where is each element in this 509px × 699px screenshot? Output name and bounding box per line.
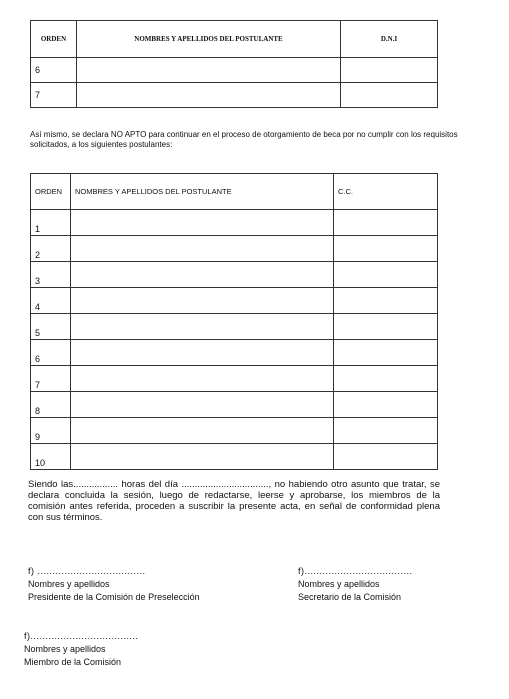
- name-cell: [71, 236, 334, 262]
- id-cell: [334, 288, 438, 314]
- id-cell: [334, 210, 438, 236]
- id-cell: [341, 83, 438, 108]
- header-id: D.N.I: [341, 21, 438, 58]
- signature-name: Nombres y apellidos: [28, 579, 110, 589]
- signature-line: f)....................................: [298, 566, 413, 576]
- id-cell: [334, 418, 438, 444]
- id-cell: [341, 58, 438, 83]
- orden-cell: 2: [31, 236, 71, 262]
- apto-table: [30, 20, 438, 108]
- table-row: [31, 340, 438, 366]
- table-row: [31, 392, 438, 418]
- id-cell: [334, 366, 438, 392]
- signature-name: Nombres y apellidos: [298, 579, 380, 589]
- orden-cell: 8: [31, 392, 71, 418]
- name-cell: [71, 288, 334, 314]
- orden-cell: 5: [31, 314, 71, 340]
- name-cell: [71, 366, 334, 392]
- no-apto-paragraph: Así mismo, se declara NO APTO para continuar en el proceso de otorgamiento de beca por no cumplir con los requisitos solicitados, a los siguientes postulantes:: [30, 130, 458, 149]
- signature-member: [24, 630, 139, 669]
- table-header-row: [31, 21, 438, 58]
- signature-secretary: [298, 565, 413, 604]
- orden-cell: 4: [31, 288, 71, 314]
- table-row: [31, 236, 438, 262]
- signature-role: Miembro de la Comisión: [24, 657, 122, 667]
- orden-cell: 9: [31, 418, 71, 444]
- name-cell: [71, 262, 334, 288]
- table-row: [31, 58, 438, 83]
- orden-cell: 3: [31, 262, 71, 288]
- signature-name: Nombres y apellidos: [24, 644, 106, 654]
- orden-cell: 6: [31, 58, 77, 83]
- orden-cell: 7: [31, 366, 71, 392]
- orden-cell: 6: [31, 340, 71, 366]
- table-row: [31, 366, 438, 392]
- table-row: [31, 262, 438, 288]
- id-cell: [334, 444, 438, 470]
- header-orden: ORDEN: [31, 174, 71, 210]
- name-cell: [77, 83, 341, 108]
- closing-paragraph: Siendo las................. horas del día ................................., no habiendo otro asunto que tratar, se declara concluida la sesión, luego de redactarse, leerse y aprobarse, los miembros de la comisión antes referida, proceden a suscribir la presente acta, en señal de conformidad plena con sus términos.: [28, 479, 440, 523]
- signature-role: Secretario de la Comisión: [298, 592, 402, 602]
- table-header-row: [31, 174, 438, 210]
- name-cell: [71, 210, 334, 236]
- signature-president: [28, 565, 200, 604]
- id-cell: [334, 314, 438, 340]
- id-cell: [334, 392, 438, 418]
- header-nombres: NOMBRES Y APELLIDOS DEL POSTULANTE: [71, 174, 334, 210]
- table-row: [31, 444, 438, 470]
- header-nombres: NOMBRES Y APELLIDOS DEL POSTULANTE: [77, 21, 341, 58]
- header-orden: ORDEN: [31, 21, 77, 58]
- signature-line: f)....................................: [24, 631, 139, 641]
- name-cell: [71, 314, 334, 340]
- table-row: [31, 83, 438, 108]
- name-cell: [77, 58, 341, 83]
- table-row: [31, 210, 438, 236]
- table-row: [31, 314, 438, 340]
- name-cell: [71, 392, 334, 418]
- signature-line: f) ....................................: [28, 566, 146, 576]
- id-cell: [334, 236, 438, 262]
- id-cell: [334, 262, 438, 288]
- header-id: C.C.: [334, 174, 438, 210]
- table-row: [31, 418, 438, 444]
- name-cell: [71, 340, 334, 366]
- name-cell: [71, 418, 334, 444]
- table-row: [31, 288, 438, 314]
- no-apto-table: [30, 173, 438, 470]
- id-cell: [334, 340, 438, 366]
- name-cell: [71, 444, 334, 470]
- orden-cell: 1: [31, 210, 71, 236]
- orden-cell: 7: [31, 83, 77, 108]
- orden-cell: 10: [31, 444, 71, 470]
- signature-role: Presidente de la Comisión de Preselección: [28, 592, 200, 602]
